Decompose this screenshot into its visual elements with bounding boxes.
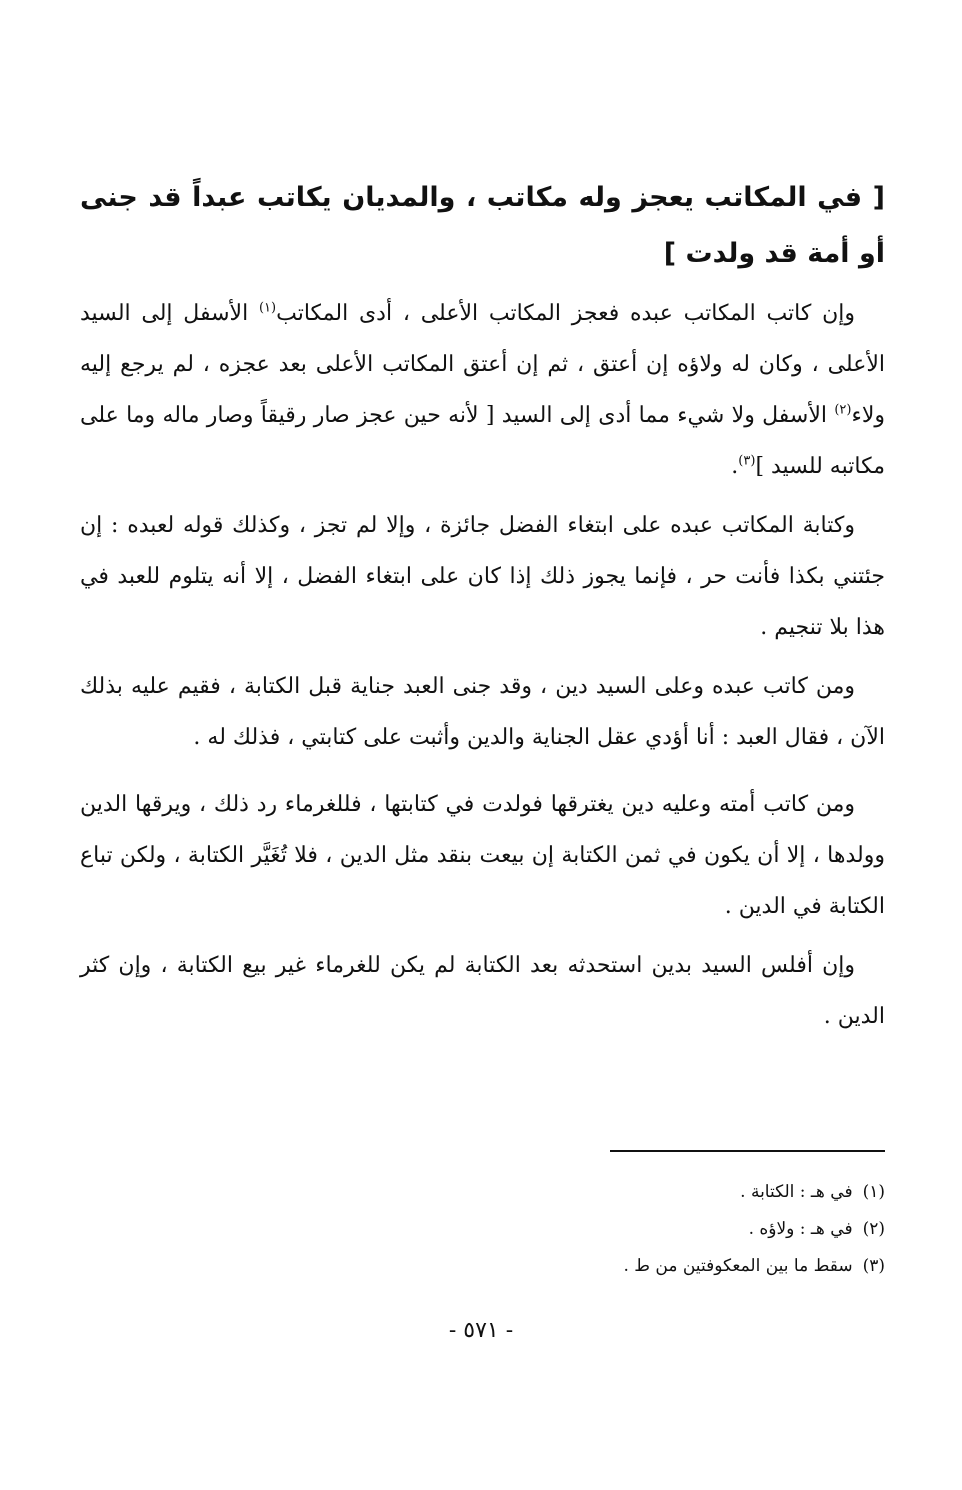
paragraph-1-text-c: الأسفل ولا شيء مما أدى إلى السيد [ لأنه حين عجز صار رقيقاً وصار ماله وما على مكاتبه للسيد ] bbox=[80, 403, 885, 479]
page-number: - ٥٧١ - bbox=[448, 1318, 514, 1343]
paragraph-3: ومن كاتب عبده وعلى السيد دين ، وقد جنى العبد جناية قبل الكتابة ، فقيم عليه بذلك الآن ، فقال العبد : أنا أؤدي عقل الجناية والدين وأثبت على كتابتي ، فذلك له . bbox=[80, 674, 885, 750]
footnote-3-text: سقط ما بين المعكوفتين من ط . bbox=[623, 1256, 853, 1276]
footnote-2 bbox=[285, 1211, 885, 1248]
footnote-2-number: (٢) bbox=[862, 1219, 885, 1239]
paragraph-2: وكتابة المكاتب عبده على ابتغاء الفضل جائزة ، وإلا لم تجز ، وكذلك قوله لعبده : إن جئتني بكذا فأنت حر ، فإنما يجوز ذلك إذا كان على ابتغاء الفضل ، إلا أنه يتلوم للعبد في هذا بلا تنجيم . bbox=[80, 513, 885, 640]
footnote-2-text: في هـ : ولاؤه . bbox=[748, 1219, 853, 1239]
footnote-3-number: (٣) bbox=[862, 1256, 885, 1276]
footnote-1-number: (١) bbox=[862, 1182, 885, 1202]
paragraph-1-text-b: الأسفل إلى السيد الأعلى ، وكان له ولاؤه إن أعتق ، ثم إن أعتق المكاتب الأعلى بعد عجزه ، لم يرجع إليه ولاء bbox=[80, 301, 885, 428]
footnote-1 bbox=[285, 1174, 885, 1211]
paragraph-5: وإن أفلس السيد بدين استحدثه بعد الكتابة لم يكن للغرماء غير بيع الكتابة ، وإن كثر الدين . bbox=[80, 953, 885, 1029]
footnote-1-text: في هـ : الكتابة . bbox=[740, 1182, 853, 1202]
footnote-list bbox=[285, 1174, 885, 1285]
footnote-divider bbox=[610, 1150, 885, 1152]
paragraph-4: ومن كاتب أمته وعليه دين يغترقها فولدت في كتابتها ، فللغرماء رد ذلك ، ويرقها الدين وولدها ، إلا أن يكون في ثمن الكتابة إن بيعت بنقد مثل الدين ، فلا تُغَيَّر الكتابة ، ولكن تباع الكتابة في الدين . bbox=[80, 792, 885, 919]
section-heading: [ في المكاتب يعجز وله مكاتب ، والمديان يكاتب عبداً قد جنى أو أمة قد ولدت ] bbox=[80, 182, 885, 269]
paragraph-1-text-d: . bbox=[731, 454, 739, 479]
footnote-ref-2: (٢) bbox=[834, 402, 852, 418]
paragraph-1 bbox=[80, 288, 885, 492]
footnote-3 bbox=[285, 1248, 885, 1285]
footnote-ref-3: (٣) bbox=[738, 453, 756, 469]
paragraph-1-text-a: وإن كاتب المكاتب عبده فعجز المكاتب الأعلى ، أدى المكاتب bbox=[276, 301, 855, 326]
footnote-ref-1: (١) bbox=[258, 300, 277, 316]
page-body bbox=[80, 170, 885, 1050]
